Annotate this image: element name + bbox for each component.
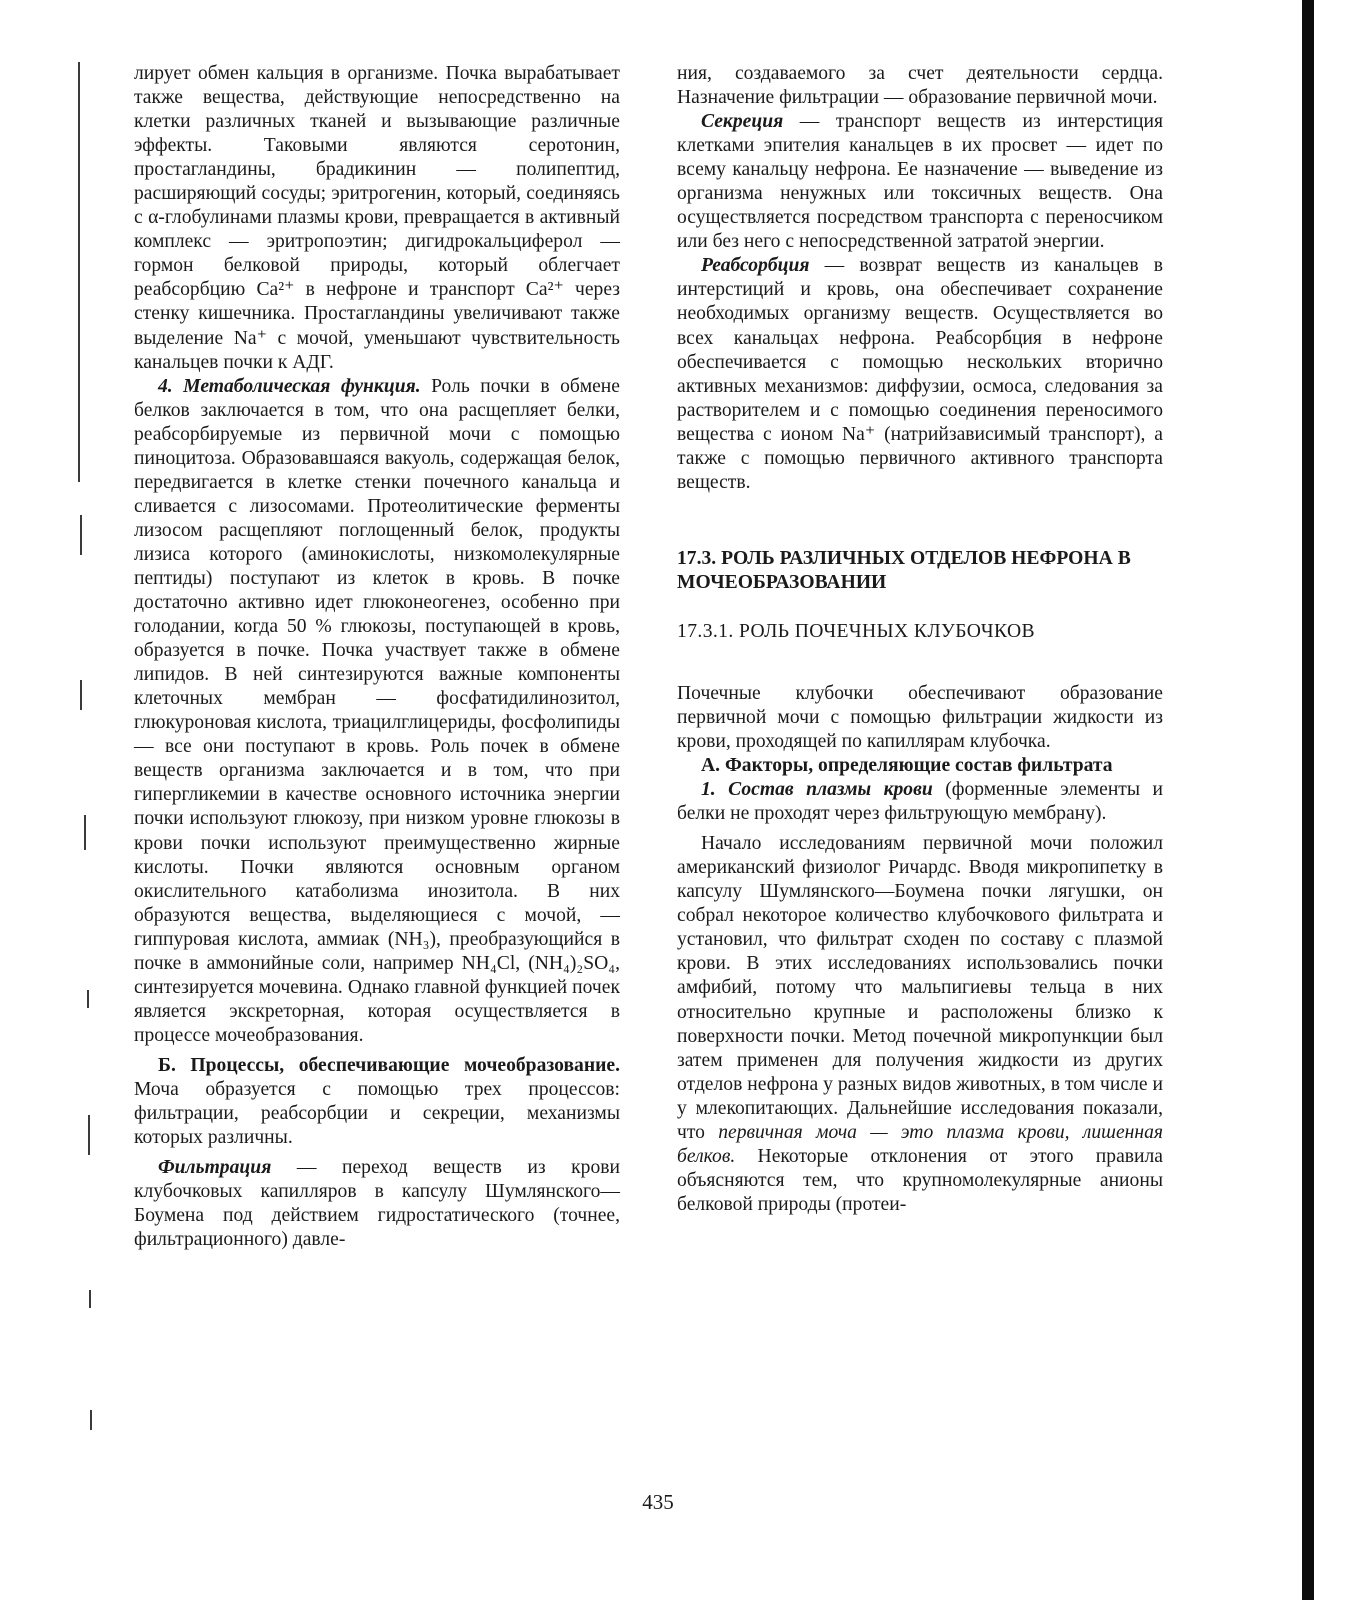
left-paragraph-2 xyxy=(134,375,620,1048)
margin-mark xyxy=(80,680,82,710)
right-paragraph-4: Почечные клубочки обеспечивают образование первичной мочи с помощью фильтрации жидкости из крови, проходящей по капиллярам клубочка. xyxy=(677,682,1163,752)
section-heading: 17.3. РОЛЬ РАЗЛИЧНЫХ ОТДЕЛОВ НЕФРОНА В МОЧЕОБРАЗОВАНИИ xyxy=(677,547,1131,593)
right-paragraph-3-text: — возврат веществ из канальцев в интерстиций и кровь, она обеспечивает сохранение необходимых организму веществ. Осуществляется во всех канальцах нефрона. Реабсорбция в нефроне обеспечивается с помощью нескольких вторично активных механизмов: диффузии, осмоса, следования за растворителем и с помощью соединения переносимого вещества с ионом Na⁺ (натрийзависимый транспорт), а также с помощью первичного активного транспорта веществ. xyxy=(677,255,1163,493)
right-paragraph-3 xyxy=(677,254,1163,494)
left-column xyxy=(134,62,620,1252)
margin-line xyxy=(78,62,80,482)
reabsorption-term: Реабсорбция xyxy=(701,255,810,277)
margin-mark xyxy=(90,1410,92,1430)
right-paragraph-7-text: Начало исследованиям первичной мочи положил американский физиолог Ричардс. Вводя микропипетку в капсулу Шумлянского—Боумена почки лягушки, он собрал некоторое количество клубочкового фильтрата и установил, что фильтрат сходен по составу с плазмой крови. В этих исследованиях использовались почки амфибий, потому что мальпигиевы тельца в них относительно крупные и расположены близко к поверхности почки. Метод почечной микропункции был затем применен для получения жидкости из других отделов нефрона у разных видов животных, в том числе и у млекопитающих. Дальнейшие исследования показали, что xyxy=(677,833,1163,1143)
margin-mark xyxy=(80,515,82,555)
factors-heading-text: А. Факторы, определяющие состав фильтрата xyxy=(701,755,1113,777)
page-number: 435 xyxy=(642,1490,674,1514)
right-paragraph-2-text: — транспорт веществ из интерстиция клетками эпителия канальцев в их просвет — идет по всему канальцу нефрона. Ее назначение — выведение из организма ненужных или токсичных веществ. Она осуществляется посредством транспорта с переносчиком или без него с непосредственной затратой энергии. xyxy=(677,111,1163,253)
left-paragraph-1: лирует обмен кальция в организме. Почка вырабатывает также вещества, действующие непосредственно на клетки различных тканей и вызывающие различные эффекты. Таковыми являются серотонин, простагландины, брадикинин — полипептид, расширяющий сосуды; эритрогенин, который, соединяясь с α-глобулинами плазмы крови, превращается в активный комплекс — эритропоэтин; дигидрокальциферол — гормон белковой природы, который облегчает реабсорбцию Ca²⁺ в нефроне и транспорт Ca²⁺ через стенку кишечника. Простагландины увеличивают также выделение Na⁺ с мочой, уменьшают чувствительность канальцев почки к АДГ. xyxy=(134,63,620,373)
margin-mark xyxy=(88,1115,90,1155)
left-paragraph-4-text: — переход веществ из крови клубочковых капилляров в капсулу Шумлянского—Боумена под действием гидростатического (точнее, фильтрационного) давле- xyxy=(134,1157,620,1251)
metabolic-function-term: 4. Метаболическая функция. xyxy=(158,375,421,397)
margin-mark xyxy=(84,815,86,850)
left-paragraph-3-text: Моча образуется с помощью трех процессов: фильтрации, реабсорбции и секреции, механизмы которых различны. xyxy=(134,1078,620,1149)
subsection-heading: 17.3.1. РОЛЬ ПОЧЕЧНЫХ КЛУБОЧКОВ xyxy=(677,620,1036,642)
plasma-composition-term: 1. Состав плазмы крови xyxy=(701,779,933,801)
right-paragraph-1: ния, создаваемого за счет деятельности сердца. Назначение фильтрации — образование первичной мочи. xyxy=(677,63,1163,109)
right-paragraph-6 xyxy=(677,778,1163,826)
scan-edge-shadow xyxy=(1302,0,1314,1600)
right-paragraph-7-end: Некоторые отклонения от этого правила объясняются тем, что крупномолекулярные анионы белковой природы (протеи- xyxy=(677,1145,1163,1215)
margin-mark xyxy=(87,990,89,1008)
primary-urine-definition: первичная моча — это плазма крови, лишенная белков. xyxy=(677,1121,1163,1167)
filtration-term: Фильтрация xyxy=(158,1157,272,1179)
left-paragraph-4 xyxy=(134,1156,620,1252)
right-paragraph-2 xyxy=(677,110,1163,254)
margin-mark xyxy=(89,1290,91,1308)
right-paragraph-7 xyxy=(677,832,1163,1217)
factors-heading xyxy=(677,754,1163,778)
right-paragraph-6-text: (форменные элементы и белки не проходят через фильтрующую мембрану). xyxy=(677,779,1164,825)
processes-heading: Б. Процессы, обеспечивающие мочеобразование. xyxy=(158,1054,620,1076)
left-paragraph-3 xyxy=(134,1054,620,1150)
secretion-term: Секреция xyxy=(701,111,784,133)
right-column xyxy=(677,62,1163,1217)
left-paragraph-2-text: Роль почки в обмене белков заключается в том, что она расщепляет белки, реабсорбируемые из первичной мочи с помощью пиноцитоза. Образовавшаяся вакуоль, содержащая белок, передвигается в клетке стенки почечного канальца и сливается с лизосомами. Протеолитические ферменты лизосом расщепляют поглощенный белок, продукты лизиса которого (аминокислоты, низкомолекулярные пептиды) поступают из клеток в кровь. В почке достаточно активно идет глюконеогенез, особенно при голодании, когда 50 % глюкозы, поступающей в кровь, образуется в почке. Почка участвует также в обмене липидов. В ней синтезируются важные компоненты клеточных мембран — фосфатидилинозитол, глюкуроновая кислота, триацилглицериды, фосфолипиды — все они поступают в кровь. Роль почек в обмене веществ организма заключается и в том, что при гипергликемии в качестве основного источника энергии почки используют глюкозу, при низком уровне глюкозы в крови почки используют преимущественно жирные кислоты. Почки являются основным органом окислительного катаболизма инозитола. В них образуются вещества, выделяющиеся с мочой, — гиппуровая кислота, аммиак (NH₃), преобразующийся в почке в аммонийные соли, например NH₄Cl, (NH₄)₂SO₄, синтезируется мочевина. Однако главной функцией почек является экскреторная, которая осуществляется в процессе мочеобразования. xyxy=(134,375,620,1046)
